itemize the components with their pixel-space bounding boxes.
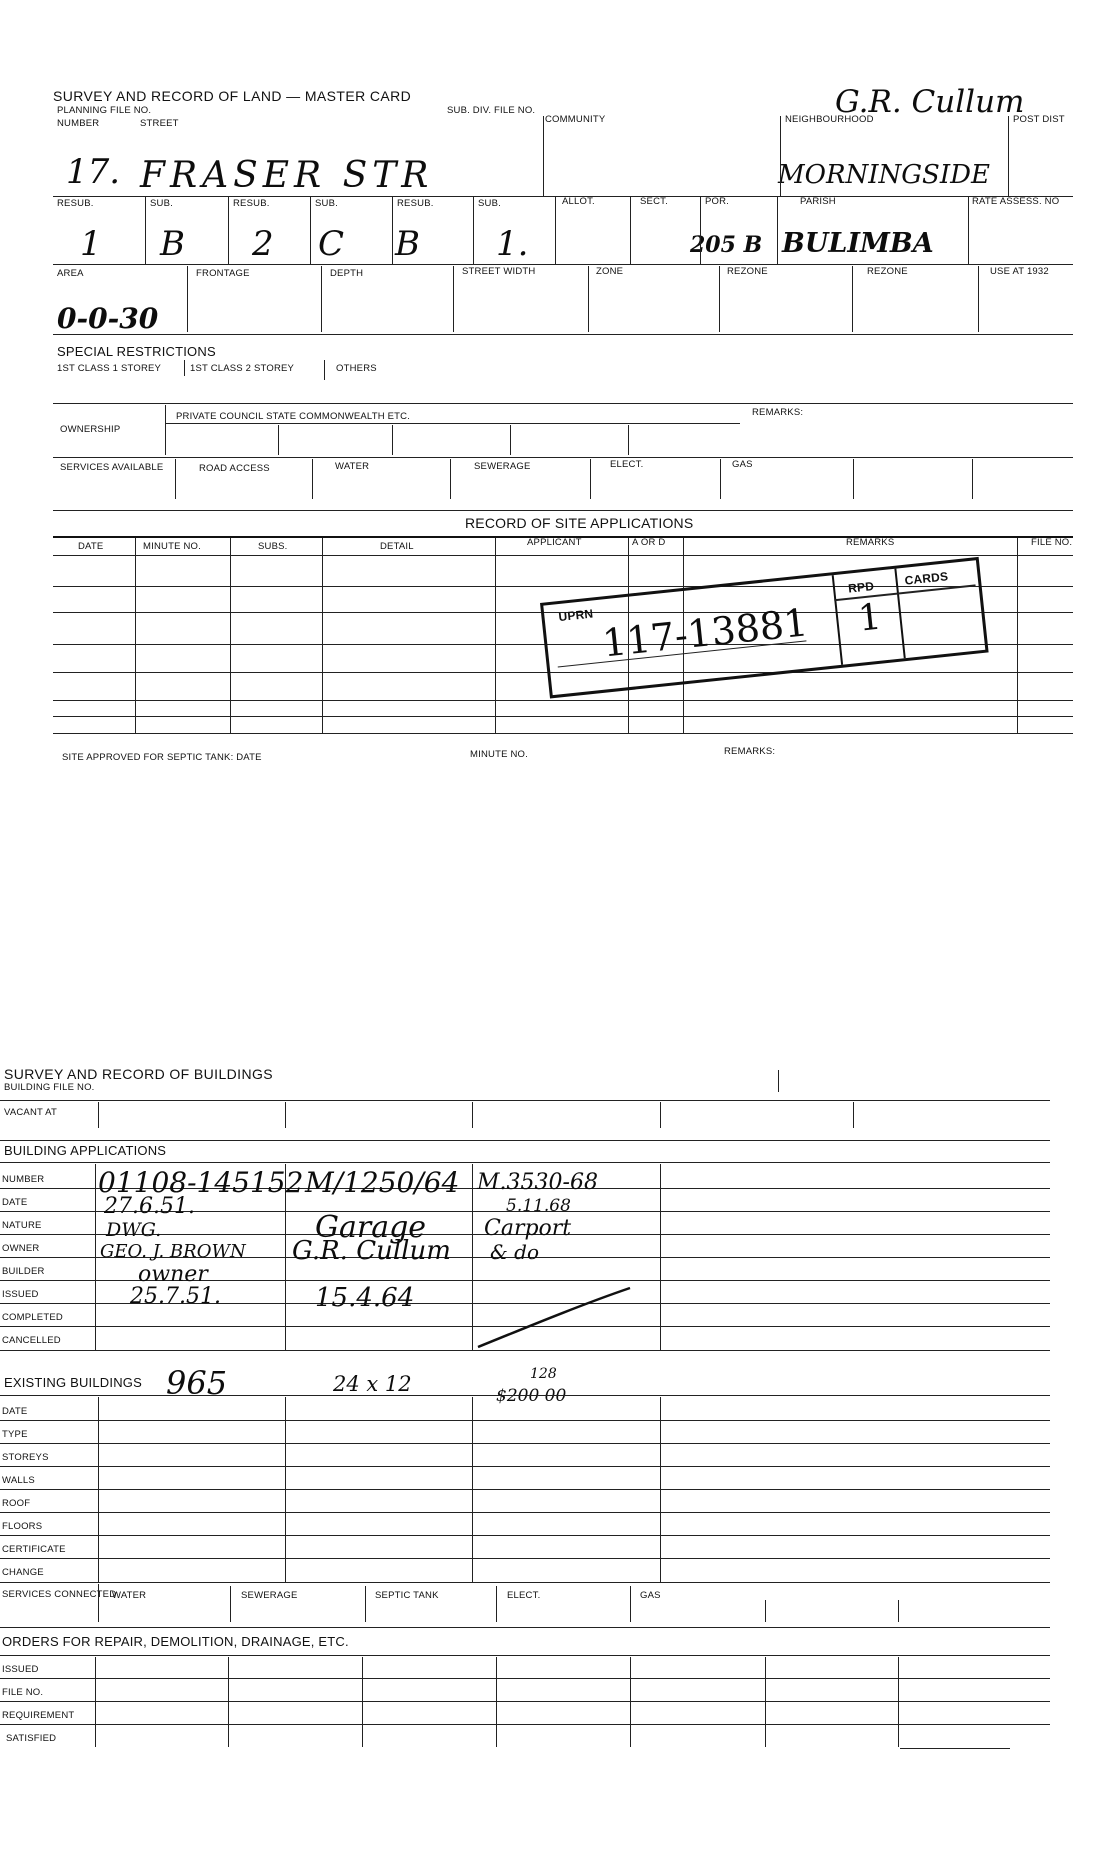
others-label: OTHERS (336, 363, 377, 374)
rpd-value: 1 (856, 596, 884, 640)
app-row-date: DATE (2, 1197, 28, 1208)
post-dist-label: POST DIST (1013, 114, 1065, 125)
resub3-label: RESUB. (397, 198, 434, 209)
street-name-value: FRASER STR (140, 155, 434, 196)
existing-row-date: DATE (2, 1406, 28, 1417)
existing-row-floors: FLOORS (2, 1521, 43, 1532)
service-water: WATER (112, 1590, 147, 1601)
elect-label: ELECT. (610, 459, 644, 470)
ownership-remarks-label: REMARKS: (752, 407, 804, 418)
sub1-label: SUB. (150, 198, 173, 209)
orders-title: ORDERS FOR REPAIR, DEMOLITION, DRAINAGE, ETC. (2, 1634, 349, 1649)
existing-row-roof: ROOF (2, 1498, 31, 1509)
app-date-3: 5.11.68 (506, 1196, 571, 1216)
community-label: COMMUNITY (545, 114, 606, 125)
uprn-stamp (540, 557, 989, 699)
app-row-completed: COMPLETED (2, 1312, 63, 1323)
existing-row-storeys: STOREYS (2, 1452, 49, 1463)
resub1-label: RESUB. (57, 198, 94, 209)
existing-row-change: CHANGE (2, 1567, 44, 1578)
uprn-value: 117-13881 (600, 600, 811, 666)
app-row-builder: BUILDER (2, 1266, 45, 1277)
app-row-owner: OWNER (2, 1243, 40, 1254)
app-builder-1: owner (138, 1262, 208, 1287)
special-restrictions-label: SPECIAL RESTRICTIONS (57, 344, 216, 359)
allot-label: ALLOT. (562, 196, 595, 207)
sub1-value: B (160, 224, 185, 264)
septic-approved-label: SITE APPROVED FOR SEPTIC TANK: DATE (62, 752, 262, 763)
order-row-file-no: FILE NO. (2, 1687, 44, 1698)
sub3-value: 1. (496, 224, 529, 264)
existing-number: 965 (166, 1364, 228, 1402)
sub2-label: SUB. (315, 198, 338, 209)
subdiv-file-label: SUB. DIV. FILE NO. (447, 105, 536, 116)
app-nature-2: Garage (315, 1210, 427, 1245)
existing-buildings-title: EXISTING BUILDINGS (4, 1375, 142, 1390)
existing-row-type: TYPE (2, 1429, 28, 1440)
land-card-title: SURVEY AND RECORD OF LAND — MASTER CARD (53, 88, 412, 104)
existing-row-certificate: CERTIFICATE (2, 1544, 66, 1555)
area-value: 0-0-30 (57, 302, 159, 335)
ownership-types-label: PRIVATE COUNCIL STATE COMMONWEALTH ETC. (176, 411, 411, 422)
rpd-label: RPD (847, 579, 875, 596)
street-number-value: 17. (66, 152, 121, 192)
area-label: AREA (57, 268, 84, 279)
street-width-label: STREET WIDTH (462, 266, 536, 277)
buildings-title: SURVEY AND RECORD OF BUILDINGS (4, 1066, 273, 1082)
app-number-2: M/1250/64 (305, 1166, 460, 1199)
resub1-value: 1 (80, 224, 102, 264)
app-nature-1: DWG. (106, 1219, 162, 1241)
ownership-label: OWNERSHIP (60, 424, 121, 435)
gas-label: GAS (732, 459, 753, 470)
septic-minute-label: MINUTE NO. (470, 749, 528, 760)
site-applications-title: RECORD OF SITE APPLICATIONS (465, 515, 694, 531)
parish-value: BULIMBA (782, 228, 934, 259)
app-row-nature: NATURE (2, 1220, 42, 1231)
rezone2-label: REZONE (867, 266, 908, 277)
use-at-label: USE AT 1932 (990, 266, 1049, 277)
services-available-label: SERVICES AVAILABLE (60, 462, 164, 473)
rezone1-label: REZONE (727, 266, 768, 277)
col-minute: MINUTE NO. (143, 541, 201, 552)
cancel-strike-mark (470, 1285, 640, 1355)
order-row-issued: ISSUED (2, 1664, 39, 1675)
uprn-label: UPRN (557, 606, 594, 625)
app-issued-2: 15.4.64 (315, 1283, 415, 1313)
app-owner-3: & do (490, 1240, 540, 1264)
resub3-value: B (395, 224, 420, 264)
col-a-or-d: A OR D (632, 537, 666, 548)
order-row-requirement: REQUIREMENT (2, 1710, 75, 1721)
por-label: POR. (705, 196, 730, 207)
sewerage-label: SEWERAGE (474, 461, 531, 472)
sect-label: SECT. (640, 196, 668, 207)
app-owner-1: GEO. J. BROWN (100, 1241, 246, 1262)
building-file-label: BUILDING FILE NO. (4, 1082, 95, 1093)
col-applicant: APPLICANT (527, 537, 582, 548)
por-value: 205 B (690, 232, 763, 258)
cards-label: CARDS (903, 569, 949, 588)
service-sewerage: SEWERAGE (241, 1590, 298, 1601)
septic-remarks-label: REMARKS: (724, 746, 776, 757)
class2-label: 1ST CLASS 2 STOREY (190, 363, 295, 374)
frontage-label: FRONTAGE (196, 268, 250, 279)
neighbourhood-value: MORNINGSIDE (778, 160, 990, 190)
depth-label: DEPTH (330, 268, 364, 279)
app-row-issued: ISSUED (2, 1289, 39, 1300)
app-issued-1: 25.7.51. (130, 1284, 221, 1309)
resub2-label: RESUB. (233, 198, 270, 209)
app-date-1: 27.6.51. (104, 1194, 195, 1219)
water-label: WATER (335, 461, 370, 472)
app-nature-3: Carport (484, 1216, 572, 1241)
services-connected-label: SERVICES CONNECTED (2, 1589, 117, 1600)
col-detail: DETAIL (380, 541, 414, 552)
app-owner-2: G.R. Cullum (292, 1236, 451, 1266)
col-date: DATE (78, 541, 104, 552)
rate-assess-label: RATE ASSESS. NO (972, 196, 1060, 207)
app-number-1: 01108-145152 (98, 1166, 304, 1199)
vacant-label: VACANT AT (4, 1107, 58, 1118)
zone-label: ZONE (596, 266, 624, 277)
planning-file-label: PLANNING FILE NO. (57, 105, 152, 116)
app-row-cancelled: CANCELLED (2, 1335, 61, 1346)
order-row-satisfied: SATISFIED (6, 1733, 57, 1744)
resub2-value: 2 (252, 224, 274, 264)
existing-size: 24 x 12 (333, 1372, 412, 1396)
number-label: NUMBER (57, 118, 100, 129)
street-label: STREET (140, 118, 179, 129)
sub3-label: SUB. (478, 198, 501, 209)
signature: G.R. Cullum (835, 84, 1025, 120)
building-applications-title: BUILDING APPLICATIONS (4, 1143, 167, 1158)
neighbourhood-label: NEIGHBOURHOOD (785, 114, 874, 125)
existing-value: $200 00 (496, 1386, 567, 1406)
existing-sq: 128 (530, 1366, 557, 1382)
service-septic-tank: SEPTIC TANK (375, 1590, 439, 1601)
existing-row-walls: WALLS (2, 1475, 35, 1486)
parish-label: PARISH (800, 196, 836, 207)
sub2-value: C (318, 224, 345, 264)
service-gas: GAS (640, 1590, 661, 1601)
col-subs: SUBS. (258, 541, 288, 552)
col-file-no: FILE NO. (1031, 537, 1073, 548)
service-elect: ELECT. (507, 1590, 541, 1601)
road-access-label: ROAD ACCESS (199, 463, 270, 474)
col-remarks: REMARKS (846, 537, 895, 548)
class1-label: 1ST CLASS 1 STOREY (57, 363, 162, 374)
app-number-3: M.3530-68 (477, 1170, 598, 1195)
app-row-number: NUMBER (2, 1174, 45, 1185)
